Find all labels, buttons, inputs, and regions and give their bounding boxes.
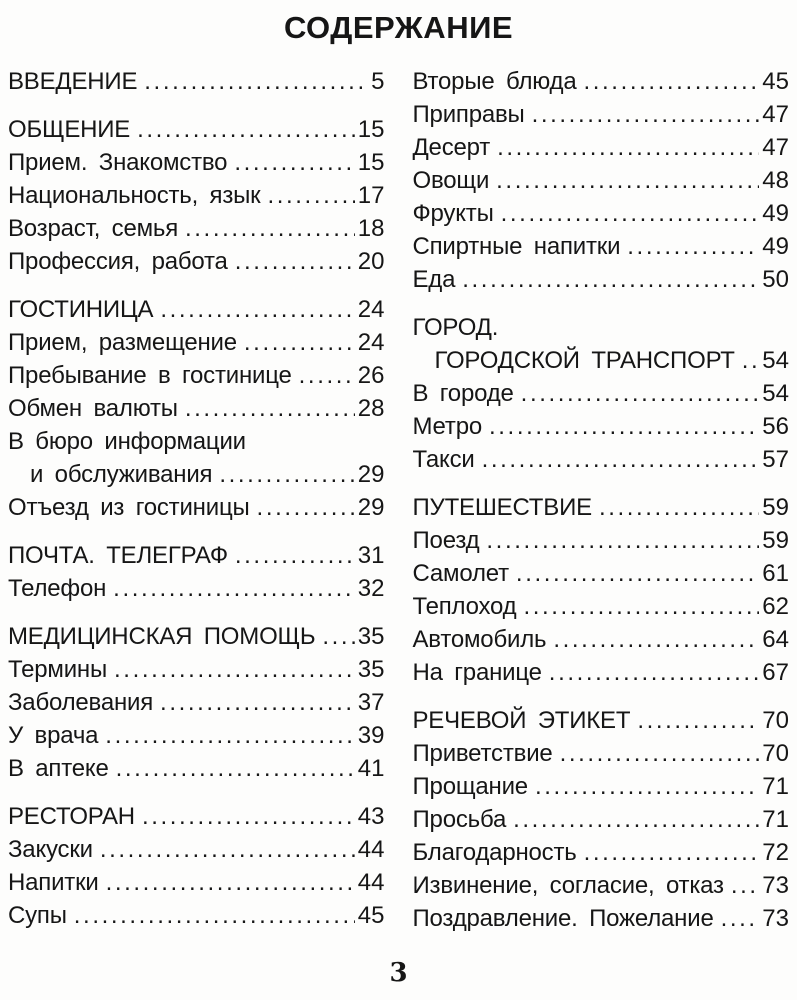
toc-entry-page: 29: [357, 494, 385, 521]
dot-leader: [257, 494, 355, 522]
toc-entry-label: ГОРОД.: [412, 314, 499, 341]
toc-entry: [413, 527, 790, 560]
dot-leader: [501, 200, 760, 228]
toc-entry-label: Супы: [8, 902, 67, 929]
dot-leader: [267, 182, 354, 210]
toc-entry-page: 67: [762, 659, 789, 686]
toc-entry-page: 43: [357, 803, 385, 830]
dot-leader: [486, 527, 759, 555]
dot-leader: [160, 689, 355, 717]
toc-entry: [8, 248, 385, 281]
toc-entry-label: Фрукты: [412, 200, 494, 227]
toc-entry-label: Напитки: [8, 869, 99, 896]
toc-entry-page: 61: [762, 560, 789, 587]
toc-entry-label: В бюро информации: [8, 428, 246, 455]
toc-entry-page: 44: [357, 836, 385, 863]
dot-leader: [160, 296, 354, 324]
dot-leader: [584, 839, 760, 867]
toc-entry: [8, 329, 385, 362]
toc-entry-page: 71: [762, 773, 789, 800]
dot-leader: [299, 362, 355, 390]
toc-entry-page: 47: [762, 101, 789, 128]
toc-entry-label: Прием. Знакомство: [8, 149, 228, 176]
toc-entry-label: Закуски: [8, 836, 93, 863]
dot-leader: [142, 803, 355, 831]
toc-entry-page: 31: [357, 542, 385, 569]
dot-leader: [584, 68, 760, 96]
toc-entry: [8, 494, 385, 527]
dot-leader: [553, 626, 759, 654]
dot-leader: [521, 380, 760, 408]
toc-entry: [8, 656, 385, 689]
toc-entry: [413, 314, 790, 347]
toc-entry-label: Такси: [412, 446, 475, 473]
page-number: 3: [389, 958, 408, 988]
toc-entry-page: 73: [762, 872, 789, 899]
toc-entry-page: 49: [762, 233, 789, 260]
toc-entry: [413, 905, 790, 938]
toc-entry: [413, 806, 790, 839]
toc-entry-page: 64: [762, 626, 789, 653]
toc-entry-page: 29: [357, 461, 385, 488]
toc-entry: [8, 623, 385, 656]
toc-entry: [8, 461, 385, 494]
toc-entry-page: 47: [762, 134, 789, 161]
toc-entry-page: 59: [762, 527, 789, 554]
toc-entry-label: МЕДИЦИНСКАЯ ПОМОЩЬ: [8, 623, 316, 650]
toc-entry-label: Овощи: [412, 167, 490, 194]
toc-entry: [8, 362, 385, 395]
toc-entry-label: В аптеке: [8, 755, 109, 782]
dot-leader: [532, 101, 760, 129]
toc-entry: [413, 659, 790, 692]
toc-entry-label: Просьба: [412, 806, 507, 833]
toc-entry-page: 48: [762, 167, 789, 194]
toc-entry: [413, 167, 790, 200]
toc-entry: [413, 200, 790, 233]
dot-leader: [219, 461, 354, 489]
dot-leader: [185, 215, 355, 243]
toc-entry: [8, 116, 385, 149]
toc-entry-label: Еда: [412, 266, 456, 293]
toc-entry: [413, 494, 790, 527]
toc-entry-page: 56: [762, 413, 789, 440]
toc-entry-label: Отъезд из гостиницы: [8, 494, 250, 521]
toc-entry-label: ОБЩЕНИЕ: [8, 116, 131, 143]
toc-entry: [413, 233, 790, 266]
dot-leader: [106, 869, 355, 897]
toc-entry-page: 57: [762, 446, 789, 473]
toc-entry-page: 70: [762, 740, 789, 767]
toc-entry-page: 24: [357, 296, 385, 323]
toc-entry-label: Приветствие: [412, 740, 553, 767]
toc-entry: [413, 593, 790, 626]
toc-entry-label: Спиртные напитки: [412, 233, 621, 260]
toc-entry-label: ПУТЕШЕСТВИЕ: [412, 494, 592, 521]
toc-entry-page: 70: [762, 707, 789, 734]
toc-entry: [8, 803, 385, 836]
toc-entry-label: РЕСТОРАН: [8, 803, 135, 830]
dot-leader: [114, 656, 355, 684]
toc-entry: [413, 266, 790, 299]
toc-entry: [8, 296, 385, 329]
toc-entry: [8, 542, 385, 575]
toc-entry-label: В городе: [412, 380, 514, 407]
toc-entry-label: Вторые блюда: [412, 68, 577, 95]
toc-entry-page: 35: [357, 656, 385, 683]
toc-entry-label: и обслуживания: [30, 461, 213, 488]
toc-entry-page: 54: [762, 380, 789, 407]
toc-column-left: [8, 68, 385, 938]
toc-entry-label: ГОРОДСКОЙ ТРАНСПОРТ: [434, 347, 735, 374]
toc-entry: [8, 722, 385, 755]
dot-leader: [144, 68, 368, 96]
toc-entry: [413, 347, 790, 380]
toc-entry: [8, 149, 385, 182]
toc-entry-page: 71: [762, 806, 789, 833]
toc-entry-label: Извинение, согласие, отказ: [412, 872, 724, 899]
dot-leader: [549, 659, 760, 687]
toc-entry-page: 17: [357, 182, 385, 209]
toc-entry-page: 62: [762, 593, 789, 620]
toc-entry-page: 41: [357, 755, 385, 782]
toc-entry-label: На границе: [412, 659, 542, 686]
toc-entry-page: 39: [357, 722, 385, 749]
dot-leader: [721, 905, 760, 933]
toc-entry-page: 72: [762, 839, 789, 866]
toc-entry: [8, 755, 385, 788]
toc-entry-page: 28: [357, 395, 385, 422]
toc-entry-page: 37: [357, 689, 385, 716]
toc-entry: [8, 68, 385, 101]
toc-entry-label: У врача: [8, 722, 99, 749]
toc-entry-page: 15: [357, 116, 385, 143]
toc-entry-page: 32: [357, 575, 385, 602]
toc-entry-label: Обмен валюты: [8, 395, 178, 422]
dot-leader: [322, 623, 354, 651]
dot-leader: [731, 872, 759, 900]
toc-entry-label: Приправы: [412, 101, 525, 128]
dot-leader: [137, 116, 355, 144]
toc-entry: [413, 560, 790, 593]
toc-entry: [413, 68, 790, 101]
dot-leader: [560, 740, 760, 768]
toc-entry: [8, 395, 385, 428]
toc-entry: [8, 182, 385, 215]
dot-leader: [74, 902, 355, 930]
toc-entry: [413, 413, 790, 446]
toc-entry-page: 26: [357, 362, 385, 389]
dot-leader: [235, 542, 355, 570]
dot-leader: [535, 773, 759, 801]
toc-entry-label: Самолет: [412, 560, 509, 587]
toc-entry-page: 15: [357, 149, 385, 176]
toc-entry-label: Поздравление. Пожелание: [412, 905, 714, 932]
toc-entry-label: Благодарность: [412, 839, 577, 866]
toc-entry: [413, 839, 790, 872]
dot-leader: [627, 233, 759, 261]
dot-leader: [100, 836, 355, 864]
dot-leader: [234, 149, 354, 177]
toc-entry: [413, 101, 790, 134]
dot-leader: [462, 266, 759, 294]
toc-entry: [413, 446, 790, 479]
toc-entry: [413, 872, 790, 905]
dot-leader: [516, 560, 759, 588]
toc-entry-page: 24: [357, 329, 385, 356]
dot-leader: [235, 248, 355, 276]
dot-leader: [105, 722, 355, 750]
toc-entry-label: Метро: [412, 413, 483, 440]
toc-entry-label: ПОЧТА. ТЕЛЕГРАФ: [8, 542, 228, 569]
toc-entry: [413, 380, 790, 413]
dot-leader: [637, 707, 759, 735]
toc-entry-page: 54: [762, 347, 789, 374]
toc-entry-page: 18: [357, 215, 385, 242]
toc-entry-page: 49: [762, 200, 789, 227]
toc-entry-label: ВВЕДЕНИЕ: [8, 68, 138, 95]
toc-entry-label: Национальность, язык: [8, 182, 261, 209]
toc-columns: [8, 68, 789, 938]
toc-entry-label: Возраст, семья: [8, 215, 179, 242]
toc-entry-label: Пребывание в гостинице: [8, 362, 292, 389]
toc-entry-label: Автомобиль: [412, 626, 547, 653]
toc-entry-page: 5: [371, 68, 385, 95]
toc-entry-label: Заболевания: [8, 689, 154, 716]
toc-entry-page: 45: [357, 902, 385, 929]
toc-entry: [8, 428, 385, 461]
dot-leader: [185, 395, 355, 423]
dot-leader: [244, 329, 355, 357]
toc-entry-page: 73: [762, 905, 789, 932]
dot-leader: [113, 575, 355, 603]
dot-leader: [482, 446, 760, 474]
toc-entry-page: 50: [762, 266, 789, 293]
toc-entry-label: ГОСТИНИЦА: [8, 296, 154, 323]
toc-entry-label: Прощание: [412, 773, 528, 800]
dot-leader: [116, 755, 355, 783]
toc-entry-label: Профессия, работа: [8, 248, 228, 275]
toc-entry: [413, 134, 790, 167]
toc-entry: [413, 773, 790, 806]
toc-entry: [413, 740, 790, 773]
toc-entry-page: 44: [357, 869, 385, 896]
toc-entry-page: 20: [357, 248, 385, 275]
toc-entry-label: Прием, размещение: [8, 329, 237, 356]
toc-entry-page: 59: [762, 494, 789, 521]
dot-leader: [742, 347, 760, 375]
toc-entry-page: 35: [357, 623, 385, 650]
dot-leader: [489, 413, 759, 441]
toc-entry-label: Теплоход: [412, 593, 517, 620]
dot-leader: [497, 134, 759, 162]
dot-leader: [599, 494, 759, 522]
toc-entry: [8, 836, 385, 869]
toc-entry: [413, 626, 790, 659]
toc-entry: [8, 575, 385, 608]
page-title: СОДЕРЖАНИЕ: [283, 10, 514, 45]
toc-entry-label: Десерт: [412, 134, 491, 161]
dot-leader: [513, 806, 759, 834]
toc-entry-label: Поезд: [412, 527, 480, 554]
dot-leader: [523, 593, 759, 621]
toc-entry-label: Телефон: [8, 575, 107, 602]
toc-entry-label: РЕЧЕВОЙ ЭТИКЕТ: [412, 707, 631, 734]
toc-column-right: [413, 68, 790, 938]
toc-entry: [8, 689, 385, 722]
dot-leader: [496, 167, 759, 195]
toc-entry-page: 45: [762, 68, 789, 95]
toc-entry: [8, 902, 385, 935]
toc-entry: [413, 707, 790, 740]
toc-entry: [8, 215, 385, 248]
toc-entry-label: Термины: [8, 656, 108, 683]
toc-entry: [8, 869, 385, 902]
